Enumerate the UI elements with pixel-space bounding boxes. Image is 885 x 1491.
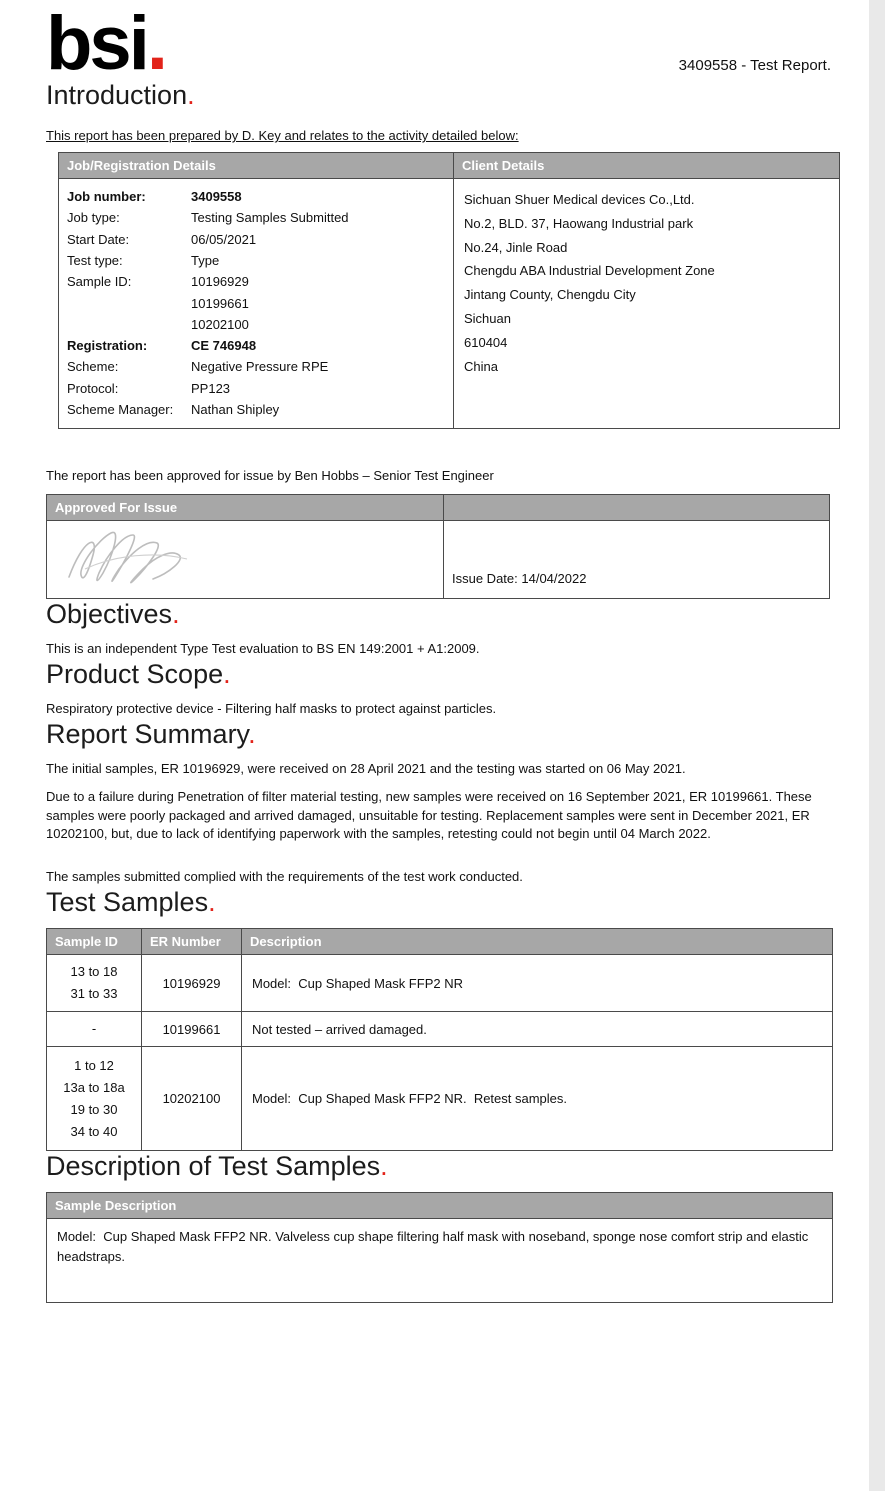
description-cell: Not tested – arrived damaged. <box>242 1012 833 1047</box>
job-field <box>67 399 445 420</box>
er-number-cell: 10199661 <box>142 1012 242 1047</box>
bsi-logo-text: bsi <box>46 1 147 86</box>
job-field <box>67 378 445 399</box>
sample-description-table <box>46 1192 833 1303</box>
section-title-test-samples <box>46 887 831 918</box>
field-label: Job number: <box>67 189 146 205</box>
field-label: Start Date: <box>67 231 130 247</box>
sample-id-cell <box>47 1047 142 1151</box>
field-value: Nathan Shipley <box>191 402 280 417</box>
approved-for-issue-table <box>46 494 830 599</box>
client-address-line: Chengdu ABA Industrial Development Zone <box>464 263 715 279</box>
heading-period: . <box>223 658 231 689</box>
job-table-header-row <box>59 153 840 179</box>
field-label: Registration: <box>67 338 148 354</box>
section-title-description-of-test-samples <box>46 1151 831 1182</box>
section-title-product-scope <box>46 659 831 690</box>
field-value: 06/05/2021 <box>191 231 257 247</box>
job-field <box>67 186 445 207</box>
section-title-introduction <box>46 80 831 111</box>
approved-for-issue-header: Approved For Issue <box>47 495 444 521</box>
job-field <box>67 356 445 377</box>
heading-period: . <box>248 718 256 749</box>
report-reference: 3409558 - Test Report. <box>678 57 831 75</box>
field-label: Protocol: <box>67 380 119 396</box>
field-value: Testing Samples Submitted <box>191 210 349 226</box>
description-cell: Model: Cup Shaped Mask FFP2 NR <box>242 955 833 1012</box>
job-table-body-row <box>59 179 840 429</box>
client-details-header: Client Details <box>454 153 840 179</box>
issue-date-cell <box>444 521 830 599</box>
samples-table-header-row <box>47 929 833 955</box>
field-label: Test type: <box>67 252 123 268</box>
field-value: PP123 <box>191 380 231 396</box>
test-samples-table <box>46 928 833 1151</box>
section-title-objectives <box>46 599 831 630</box>
job-registration-table <box>58 152 840 429</box>
sample-id-cell <box>47 955 142 1012</box>
client-address-line: Sichuan <box>464 311 511 327</box>
heading-period: . <box>208 887 216 918</box>
job-field <box>67 229 445 250</box>
job-details-header: Job/Registration Details <box>59 153 454 179</box>
job-field <box>67 271 445 292</box>
client-address-line: 610404 <box>464 334 508 350</box>
field-value: Negative Pressure RPE <box>191 359 329 375</box>
client-details-cell <box>454 179 840 429</box>
sample-description-header: Sample Description <box>47 1193 833 1219</box>
sample-id-line: 34 to 40 <box>70 1123 118 1139</box>
client-address-line: No.2, BLD. 37, Haowang Industrial park <box>464 215 694 231</box>
bsi-logo <box>46 1 165 86</box>
field-value: 10202100 <box>191 316 249 332</box>
field-label: Scheme: <box>67 359 119 375</box>
field-value: 10196929 <box>191 274 249 290</box>
section-title-text: Description of Test Samples <box>46 1151 381 1182</box>
heading-period: . <box>380 1151 388 1182</box>
sample-id-line: 19 to 30 <box>70 1101 118 1117</box>
sample-description-text: Model: Cup Shaped Mask FFP2 NR. Valveless cup shape filtering half mask with noseband, sponge nose comfort strip and elastic headstraps. <box>47 1219 833 1303</box>
section-title-text: Report Summary <box>46 718 249 749</box>
job-field <box>67 335 445 356</box>
job-details-cell <box>59 179 454 429</box>
job-field <box>67 207 445 228</box>
approval-lead: The report has been approved for issue by Ben Hobbs – Senior Test Engineer <box>46 468 494 484</box>
field-label: Scheme Manager: <box>67 402 174 417</box>
section-title-text: Test Samples <box>46 887 209 918</box>
section-title-text: Objectives <box>46 599 173 630</box>
client-address-line: China <box>464 358 498 374</box>
report-summary-paragraph-2: Due to a failure during Penetration of filter material testing, new samples were received on 16 September 2021, ER 10199661. These samples were poorly packaged and arrived damaged, unsuitable for testing. Replacement samples were sent in December 2021, ER 10202100, but, due to lack of identifying paperwork with the samples, retesting could not begin until 04 March 2022. <box>46 788 812 842</box>
table-row <box>47 955 833 1012</box>
field-label <box>67 314 191 335</box>
description-cell: Model: Cup Shaped Mask FFP2 NR. Retest samples. <box>242 1047 833 1151</box>
signature-cell <box>47 521 444 599</box>
section-title-text: Product Scope <box>46 658 224 689</box>
heading-period: . <box>187 80 195 111</box>
approved-header-empty-cell <box>444 495 830 521</box>
column-header-er-number: ER Number <box>142 929 242 955</box>
field-label <box>67 293 191 314</box>
page-header <box>46 1 831 86</box>
sample-id-line: 31 to 33 <box>70 986 118 1002</box>
er-number-cell: 10202100 <box>142 1047 242 1151</box>
report-summary-paragraph-1: The initial samples, ER 10196929, were received on 28 April 2021 and the testing was started on 06 May 2021. <box>46 760 686 776</box>
sample-id-cell <box>47 1012 142 1047</box>
signature-image <box>55 525 225 591</box>
section-title-text: Introduction <box>46 80 188 111</box>
table-row <box>47 1012 833 1047</box>
approved-table-body-row <box>47 521 830 599</box>
section-title-report-summary <box>46 719 831 750</box>
sample-id-line: 1 to 12 <box>74 1057 114 1073</box>
table-row <box>47 1047 833 1151</box>
sample-description-body-row <box>47 1219 833 1303</box>
column-header-sample-id: Sample ID <box>47 929 142 955</box>
approved-table-header-row <box>47 495 830 521</box>
product-scope-text: Respiratory protective device - Filtering half masks to protect against particles. <box>46 700 497 716</box>
client-address-line: No.24, Jinle Road <box>464 239 568 255</box>
report-summary-paragraph-3: The samples submitted complied with the requirements of the test work conducted. <box>46 869 523 885</box>
objectives-text: This is an independent Type Test evaluation to BS EN 149:2001 + A1:2009. <box>46 641 480 657</box>
er-number-cell: 10196929 <box>142 955 242 1012</box>
job-field <box>67 250 445 271</box>
job-field <box>67 314 445 335</box>
sample-id-line: 13 to 18 <box>70 964 118 980</box>
field-value: 3409558 <box>191 189 242 205</box>
field-label: Sample ID: <box>67 274 132 290</box>
column-header-description: Description <box>242 929 833 955</box>
sample-description-header-row <box>47 1193 833 1219</box>
sample-id-line: - <box>91 1021 97 1037</box>
field-label: Job type: <box>67 210 120 226</box>
job-field <box>67 293 445 314</box>
field-value: CE 746948 <box>191 338 257 354</box>
field-value: 10199661 <box>191 295 249 311</box>
introduction-lead: This report has been prepared by D. Key and relates to the activity detailed below: <box>46 128 519 144</box>
sample-id-line: 13a to 18a <box>63 1079 125 1095</box>
bsi-logo-dot: . <box>146 1 165 86</box>
heading-period: . <box>172 599 180 630</box>
issue-date: Issue Date: 14/04/2022 <box>452 571 587 587</box>
field-value: Type <box>191 252 220 268</box>
client-address-line: Jintang County, Chengdu City <box>464 287 636 303</box>
client-address-line: Sichuan Shuer Medical devices Co.,Ltd. <box>464 192 695 208</box>
